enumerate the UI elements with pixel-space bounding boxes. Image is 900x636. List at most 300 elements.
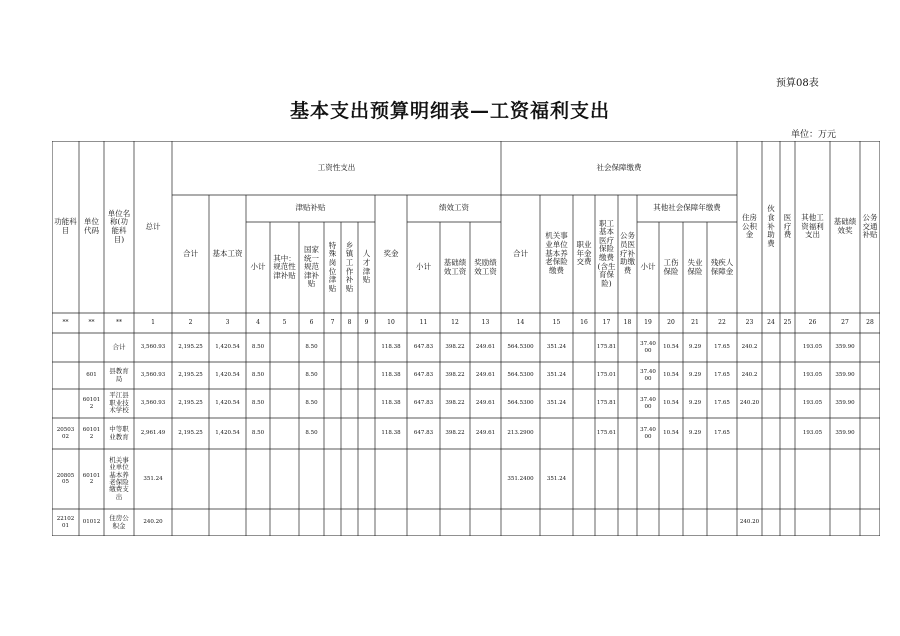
table-cell-r1-c6 <box>246 362 270 389</box>
table-cell-r0-c15 <box>470 333 501 362</box>
table-cell-r1-c29-text: 359.90 <box>835 372 855 379</box>
column-index-c25 <box>737 313 762 333</box>
table-cell-r3-c23-text: 9.29 <box>688 430 702 437</box>
table-cell-r1-c6-text: 8.50 <box>251 372 265 379</box>
table-cell-r3-c15-text: 249.61 <box>475 430 496 437</box>
table-cell-r4-c16 <box>501 449 540 509</box>
column-header-c0-text: 功能科目 <box>54 217 77 235</box>
column-index-c3-text: 1 <box>151 318 155 326</box>
table-cell-r4-c3 <box>134 449 172 509</box>
table-cell-r2-c3 <box>134 389 172 418</box>
table-cell-r3-c12-text: 118.38 <box>381 430 401 437</box>
column-index-c29-text: 27 <box>841 318 849 326</box>
column-index-c20 <box>618 313 637 333</box>
column-header-c16-text: 合计 <box>513 248 528 258</box>
column-index-c6-text: 4 <box>256 318 260 326</box>
table-cell-r2-c17 <box>540 389 573 418</box>
column-header-c7-text: 其中：规范性津补贴 <box>273 253 296 280</box>
table-cell-r0-c4-text: 2,195.25 <box>178 344 203 351</box>
table-cell-r3-c3 <box>134 418 172 449</box>
column-index-c22 <box>659 313 683 333</box>
column-index-c9 <box>324 313 341 333</box>
table-cell-r0-c22-text: 10.54 <box>663 344 679 351</box>
table-cell-r3-c13 <box>407 418 440 449</box>
table-cell-r2-c21-text: 37.4000 <box>640 397 656 410</box>
table-cell-r5-c0-text: 2210201 <box>56 516 75 529</box>
column-index-c15 <box>470 313 501 333</box>
table-cell-r5-c25-text: 240.20 <box>739 519 760 526</box>
table-cell-r5-c1-text: 01012 <box>82 519 101 526</box>
table-cell-r2-c2 <box>104 389 134 418</box>
column-header-c5 <box>209 195 246 313</box>
table-cell-r2-c29-text: 359.90 <box>835 400 855 407</box>
column-index-c29 <box>830 313 860 333</box>
table-cell-r0-c12-text: 118.38 <box>381 344 401 351</box>
table-cell-r4-c2 <box>104 449 134 509</box>
column-header-c16 <box>501 195 540 313</box>
table-cell-r1-c14-text: 398.22 <box>445 372 465 379</box>
table-cell-r0-c3 <box>134 333 172 362</box>
table-cell-r3-c24-text: 17.65 <box>714 430 730 437</box>
table-cell-r2-c24-text: 17.65 <box>714 400 730 407</box>
column-header-c10 <box>341 222 358 313</box>
table-cell-r3-c21-text: 37.4000 <box>640 427 656 440</box>
column-header-c2 <box>104 141 134 313</box>
column-index-c0 <box>52 313 79 333</box>
table-cell-r1-c21-text: 37.4000 <box>640 369 656 382</box>
column-index-c9-text: 7 <box>330 318 335 326</box>
table-cell-r2-c5-text: 1,420.54 <box>215 400 240 407</box>
column-index-c4-text: 2 <box>188 318 193 326</box>
column-header-c3-text: 总计 <box>145 221 161 231</box>
table-cell-r0-c8-text: 8.50 <box>305 344 318 351</box>
table-cell-r2-c16 <box>501 389 540 418</box>
table-cell-r2-c29 <box>830 389 860 418</box>
column-index-c14 <box>440 313 470 333</box>
table-cell-r0-c17-text: 351.24 <box>546 344 567 351</box>
table-cell-r0-c6 <box>246 333 270 362</box>
table-cell-r5-c2 <box>104 509 134 536</box>
column-index-c5 <box>209 313 246 333</box>
table-cell-r3-c16-text: 213.2900 <box>507 430 534 437</box>
table-cell-r1-c19 <box>595 362 618 389</box>
table-cell-r2-c24 <box>707 389 737 418</box>
page-title: 基本支出预算明细表—工资福利支出 <box>289 100 610 122</box>
column-header-c25-text: 住房公积金 <box>742 213 757 240</box>
table-cell-r1-c3-text: 3,560.93 <box>140 372 166 379</box>
column-header-c3 <box>134 141 172 313</box>
table-cell-r0-c29 <box>830 333 860 362</box>
table-cell-r0-c25-text: 240.2 <box>741 344 758 351</box>
column-header-c20-text: 公务员医疗补助缴费 <box>620 231 635 275</box>
table-cell-r0-c19 <box>595 333 618 362</box>
column-header-c24 <box>707 222 737 313</box>
column-header-c23 <box>683 222 707 313</box>
column-header-c21 <box>637 222 659 313</box>
column-header-c9 <box>324 222 341 313</box>
table-cell-r3-c28 <box>795 418 830 449</box>
column-index-c20-text: 18 <box>623 318 632 326</box>
table-cell-r3-c24 <box>707 418 737 449</box>
column-index-c12-text: 10 <box>387 318 395 326</box>
table-cell-r3-c0-text: 2050302 <box>56 427 75 440</box>
column-header-c30-text: 公务交通补贴 <box>862 213 878 240</box>
group-header-other-social-text: 其他社会保障年缴费 <box>653 203 721 213</box>
column-header-c14 <box>440 222 470 313</box>
column-index-c17-text: 15 <box>552 318 561 326</box>
column-header-c8 <box>299 222 324 313</box>
column-header-c12 <box>375 195 407 313</box>
table-cell-r3-c5-text: 1,420.54 <box>215 430 240 437</box>
column-index-c24 <box>707 313 737 333</box>
table-cell-r4-c17 <box>540 449 573 509</box>
table-cell-r1-c15-text: 249.61 <box>475 372 496 379</box>
column-index-c21 <box>637 313 659 333</box>
table-cell-r3-c2-text: 中等职业教育 <box>109 425 129 441</box>
table-cell-r1-c8 <box>299 362 324 389</box>
table-cell-r1-c2 <box>104 362 134 389</box>
column-header-c19 <box>595 195 618 313</box>
table-cell-r2-c16-text: 564.5300 <box>507 400 534 407</box>
table-cell-r3-c8-text: 8.50 <box>305 430 318 437</box>
table-cell-r3-c22-text: 10.54 <box>663 430 679 437</box>
table-cell-r3-c19 <box>595 418 618 449</box>
table-cell-r1-c3 <box>134 362 172 389</box>
column-index-c11 <box>358 313 375 333</box>
table-cell-r0-c24 <box>707 333 737 362</box>
group-header-performance <box>407 195 501 222</box>
table-cell-r2-c19 <box>595 389 618 418</box>
column-header-c26 <box>762 141 780 313</box>
column-index-c10 <box>341 313 358 333</box>
table-cell-r0-c17 <box>540 333 573 362</box>
table-cell-r0-c16 <box>501 333 540 362</box>
table-cell-r4-c2-text: 机关事业单位基本养老保险缴费支出 <box>109 455 129 501</box>
table-cell-r3-c19-text: 175.61 <box>596 430 617 437</box>
table-cell-r2-c1-text: 601012 <box>82 397 101 410</box>
table-cell-r1-c28-text: 193.05 <box>802 372 823 379</box>
table-cell-r1-c29 <box>830 362 860 389</box>
column-header-c24-text: 残疾人保障金 <box>710 257 734 276</box>
column-header-c26-text: 伙食补助费 <box>767 204 775 248</box>
table-cell-r0-c6-text: 8.50 <box>251 344 265 351</box>
table-cell-r0-c25 <box>737 333 762 362</box>
table-cell-r1-c24-text: 17.65 <box>714 372 730 379</box>
column-index-c1 <box>79 313 104 333</box>
table-cell-r2-c15-text: 249.61 <box>475 400 496 407</box>
table-cell-r1-c28 <box>795 362 830 389</box>
column-index-c11-text: 9 <box>364 318 369 326</box>
table-cell-r5-c3-text: 240.20 <box>143 519 163 526</box>
column-index-c4 <box>172 313 209 333</box>
column-header-c8-text: 国家统一规范津补贴 <box>304 244 319 289</box>
table-cell-r3-c8 <box>299 418 324 449</box>
table-cell-r3-c1 <box>79 418 104 449</box>
table-cell-r2-c8-text: 8.50 <box>305 400 318 407</box>
table-number: 预算08表 <box>776 78 819 89</box>
table-cell-r2-c3-text: 3,560.93 <box>140 400 166 407</box>
table-cell-r3-c28-text: 193.05 <box>802 430 823 437</box>
column-header-c11-text: 人才津贴 <box>362 249 371 285</box>
table-cell-r0-c16-text: 564.5300 <box>507 344 534 351</box>
table-cell-r1-c17 <box>540 362 573 389</box>
table-cell-r2-c21 <box>637 389 659 418</box>
table-cell-r1-c2-text: 县教育局 <box>109 367 129 383</box>
table-cell-r0-c28 <box>795 333 830 362</box>
column-index-c14-text: 12 <box>451 318 459 326</box>
table-cell-r1-c22 <box>659 362 683 389</box>
column-index-c27 <box>780 313 795 333</box>
table-cell-r0-c8 <box>299 333 324 362</box>
column-index-c18-text: 16 <box>580 318 588 326</box>
table-cell-r2-c15 <box>470 389 501 418</box>
table-cell-r4-c0 <box>52 449 79 509</box>
column-header-c6 <box>246 222 270 313</box>
column-index-c12 <box>375 313 407 333</box>
column-header-c18 <box>573 195 595 313</box>
column-index-c28-text: 26 <box>808 318 817 326</box>
column-index-c2 <box>104 313 134 333</box>
table-cell-r3-c22 <box>659 418 683 449</box>
table-cell-r1-c17-text: 351.24 <box>546 372 567 379</box>
column-index-c19-text: 17 <box>602 318 611 326</box>
column-index-c13 <box>407 313 440 333</box>
column-header-c4-text: 合计 <box>183 248 198 258</box>
table-cell-r5-c25 <box>737 509 762 536</box>
column-index-c3 <box>134 313 172 333</box>
column-index-c25-text: 23 <box>745 318 754 326</box>
column-header-c25 <box>737 141 762 313</box>
table-cell-r0-c23 <box>683 333 707 362</box>
table-cell-r2-c28-text: 193.05 <box>802 400 823 407</box>
table-cell-r1-c19-text: 175.01 <box>596 372 617 379</box>
column-index-c19 <box>595 313 618 333</box>
unit-label: 单位：万元 <box>791 130 837 140</box>
table-cell-r2-c25-text: 240.20 <box>739 400 760 407</box>
table-cell-r2-c12-text: 118.38 <box>381 400 401 407</box>
column-header-c17 <box>540 195 573 313</box>
table-cell-r2-c22 <box>659 389 683 418</box>
table-cell-r3-c4-text: 2,195.25 <box>178 430 203 437</box>
table-cell-r3-c3-text: 2,961.49 <box>140 430 166 437</box>
column-header-c1-text: 单位代码 <box>84 217 99 235</box>
column-index-c30-text: 28 <box>866 318 874 326</box>
table-cell-r2-c17-text: 351.24 <box>546 400 567 407</box>
table-cell-r2-c6 <box>246 389 270 418</box>
table-cell-r1-c23 <box>683 362 707 389</box>
column-index-c10-text: 8 <box>347 318 352 326</box>
column-header-c14-text: 基础绩效工资 <box>443 257 467 276</box>
table-cell-r1-c13 <box>407 362 440 389</box>
column-header-c7 <box>270 222 299 313</box>
table-cell-r0-c15-text: 249.61 <box>475 344 496 351</box>
table-cell-r3-c14 <box>440 418 470 449</box>
column-index-c8-text: 6 <box>309 318 314 326</box>
column-index-c17 <box>540 313 573 333</box>
table-cell-r0-c21-text: 37.4000 <box>640 341 656 354</box>
column-header-c13-text: 小计 <box>416 262 431 272</box>
column-header-c22-text: 工伤保险 <box>663 257 679 276</box>
column-index-c18 <box>573 313 595 333</box>
column-index-c21-text: 19 <box>644 318 652 326</box>
column-header-c27-text: 医疗费 <box>783 213 792 240</box>
table-cell-r0-c4 <box>172 333 209 362</box>
column-index-c24-text: 22 <box>718 318 726 326</box>
column-index-c8 <box>299 313 324 333</box>
table-cell-r0-c24-text: 17.65 <box>714 344 730 351</box>
table-cell-r4-c16-text: 351.2400 <box>507 475 534 482</box>
column-index-c6 <box>246 313 270 333</box>
group-header-wage-text: 工资性支出 <box>317 162 356 172</box>
table-cell-r0-c2 <box>104 333 134 362</box>
column-index-c7 <box>270 313 299 333</box>
table-cell-r2-c2-text: 平江县职业技术学校 <box>109 391 129 415</box>
table-cell-r1-c8-text: 8.50 <box>305 372 318 379</box>
table-cell-r3-c2 <box>104 418 134 449</box>
table-cell-r2-c1 <box>79 389 104 418</box>
table-cell-r4-c17-text: 351.24 <box>546 475 567 482</box>
column-index-c30 <box>860 313 880 333</box>
column-header-c20 <box>618 195 637 313</box>
table-cell-r5-c0 <box>52 509 79 536</box>
budget-table <box>52 141 880 536</box>
table-cell-r1-c22-text: 10.54 <box>663 372 679 379</box>
table-cell-r0-c21 <box>637 333 659 362</box>
column-header-c23-text: 失业保险 <box>687 257 703 276</box>
column-index-c28 <box>795 313 830 333</box>
table-cell-r3-c14-text: 398.22 <box>445 430 465 437</box>
table-cell-r4-c3-text: 351.24 <box>143 475 163 482</box>
table-cell-r0-c22 <box>659 333 683 362</box>
table-cell-r2-c4-text: 2,195.25 <box>178 400 203 407</box>
table-cell-r3-c0 <box>52 418 79 449</box>
column-index-c23-text: 21 <box>691 318 699 326</box>
table-cell-r5-c3 <box>134 509 172 536</box>
table-cell-r5-c2-text: 住房公积金 <box>109 514 129 530</box>
table-cell-r1-c14 <box>440 362 470 389</box>
group-header-performance-text: 绩效工资 <box>439 203 469 213</box>
table-cell-r2-c12 <box>375 389 407 418</box>
table-cell-r3-c6 <box>246 418 270 449</box>
table-cell-r4-c1-text: 601012 <box>82 472 101 485</box>
table-cell-r0-c28-text: 193.05 <box>802 344 823 351</box>
table-cell-r2-c25 <box>737 389 762 418</box>
column-header-c27 <box>780 141 795 313</box>
table-cell-r2-c14 <box>440 389 470 418</box>
column-index-c0-text: ** <box>62 318 69 326</box>
column-index-c7-text: 5 <box>282 318 287 326</box>
column-header-c28-text: 其他工资福利支出 <box>801 213 824 240</box>
table-cell-r0-c23-text: 9.29 <box>688 344 702 351</box>
table-cell-r2-c13 <box>407 389 440 418</box>
table-cell-r1-c23-text: 9.29 <box>688 372 702 379</box>
table-cell-r1-c4 <box>172 362 209 389</box>
table-cell-r2-c19-text: 175.81 <box>596 400 617 407</box>
column-header-c21-text: 小计 <box>640 262 656 272</box>
column-header-c0 <box>52 141 79 313</box>
table-cell-r2-c5 <box>209 389 246 418</box>
table-cell-r0-c5-text: 1,420.54 <box>215 344 240 351</box>
table-cell-r1-c24 <box>707 362 737 389</box>
table-cell-r4-c0-text: 2080505 <box>56 472 75 485</box>
column-index-c26 <box>762 313 780 333</box>
table-cell-r1-c5 <box>209 362 246 389</box>
column-header-c13 <box>407 222 440 313</box>
column-index-c15-text: 13 <box>481 318 490 326</box>
table-cell-r0-c14-text: 398.22 <box>445 344 465 351</box>
table-cell-r2-c8 <box>299 389 324 418</box>
table-cell-r0-c12 <box>375 333 407 362</box>
column-header-c30 <box>860 141 880 313</box>
table-cell-r3-c21 <box>637 418 659 449</box>
column-header-c18-text: 职业年金交费 <box>576 240 592 267</box>
group-header-social-text: 社会保障缴费 <box>596 162 642 172</box>
table-cell-r2-c23 <box>683 389 707 418</box>
table-cell-r2-c23-text: 9.29 <box>688 400 702 407</box>
table-cell-r2-c6-text: 8.50 <box>251 400 265 407</box>
table-cell-r0-c13 <box>407 333 440 362</box>
column-index-c27-text: 25 <box>783 318 792 326</box>
column-index-c2-text: ** <box>116 318 122 326</box>
table-cell-r1-c25 <box>737 362 762 389</box>
table-cell-r1-c4-text: 2,195.25 <box>178 372 203 379</box>
table-cell-r5-c1 <box>79 509 104 536</box>
table-cell-r1-c12-text: 118.38 <box>381 372 401 379</box>
table-cell-r1-c25-text: 240.2 <box>741 372 758 379</box>
group-header-allowance <box>246 195 375 222</box>
column-header-c6-text: 小计 <box>250 262 266 272</box>
column-header-c29 <box>830 141 860 313</box>
column-header-c1 <box>79 141 104 313</box>
group-header-allowance-text: 津贴补贴 <box>295 203 326 213</box>
table-cell-r2-c13-text: 647.83 <box>413 400 434 407</box>
table-cell-r3-c16 <box>501 418 540 449</box>
group-header-social <box>501 141 737 195</box>
column-header-c22 <box>659 222 683 313</box>
table-cell-r0-c29-text: 359.90 <box>835 344 855 351</box>
table-cell-r0-c19-text: 175.81 <box>596 344 617 351</box>
column-header-c15-text: 奖励绩效工资 <box>474 257 497 276</box>
table-cell-r3-c12 <box>375 418 407 449</box>
table-cell-r0-c13-text: 647.83 <box>413 344 434 351</box>
table-cell-r2-c28 <box>795 389 830 418</box>
table-cell-r3-c29-text: 359.90 <box>835 430 855 437</box>
table-cell-r1-c1-text: 601 <box>86 372 97 379</box>
column-header-c12-text: 奖金 <box>383 248 399 258</box>
table-cell-r1-c12 <box>375 362 407 389</box>
table-cell-r2-c14-text: 398.22 <box>445 400 465 407</box>
table-cell-r3-c23 <box>683 418 707 449</box>
table-cell-r3-c4 <box>172 418 209 449</box>
table-cell-r1-c21 <box>637 362 659 389</box>
column-header-c28 <box>795 141 830 313</box>
table-cell-r3-c5 <box>209 418 246 449</box>
column-header-c19-text: 职工基本医疗保险缴费(含生育保险) <box>597 218 616 288</box>
column-header-c5-text: 基本工资 <box>212 248 243 258</box>
column-index-c5-text: 3 <box>225 318 230 326</box>
table-cell-r1-c13-text: 647.83 <box>413 372 434 379</box>
table-cell-r3-c29 <box>830 418 860 449</box>
group-header-other-social <box>637 195 737 222</box>
table-cell-r0-c5 <box>209 333 246 362</box>
column-header-c11 <box>358 222 375 313</box>
table-cell-r2-c4 <box>172 389 209 418</box>
table-cell-r0-c3-text: 3,560.93 <box>140 344 166 351</box>
column-header-c4 <box>172 195 209 313</box>
table-cell-r0-c2-text: 合计 <box>112 342 126 351</box>
column-header-c9-text: 特殊岗位津贴 <box>328 240 337 293</box>
column-header-c2-text: 单位名称(功能科目) <box>107 208 131 244</box>
